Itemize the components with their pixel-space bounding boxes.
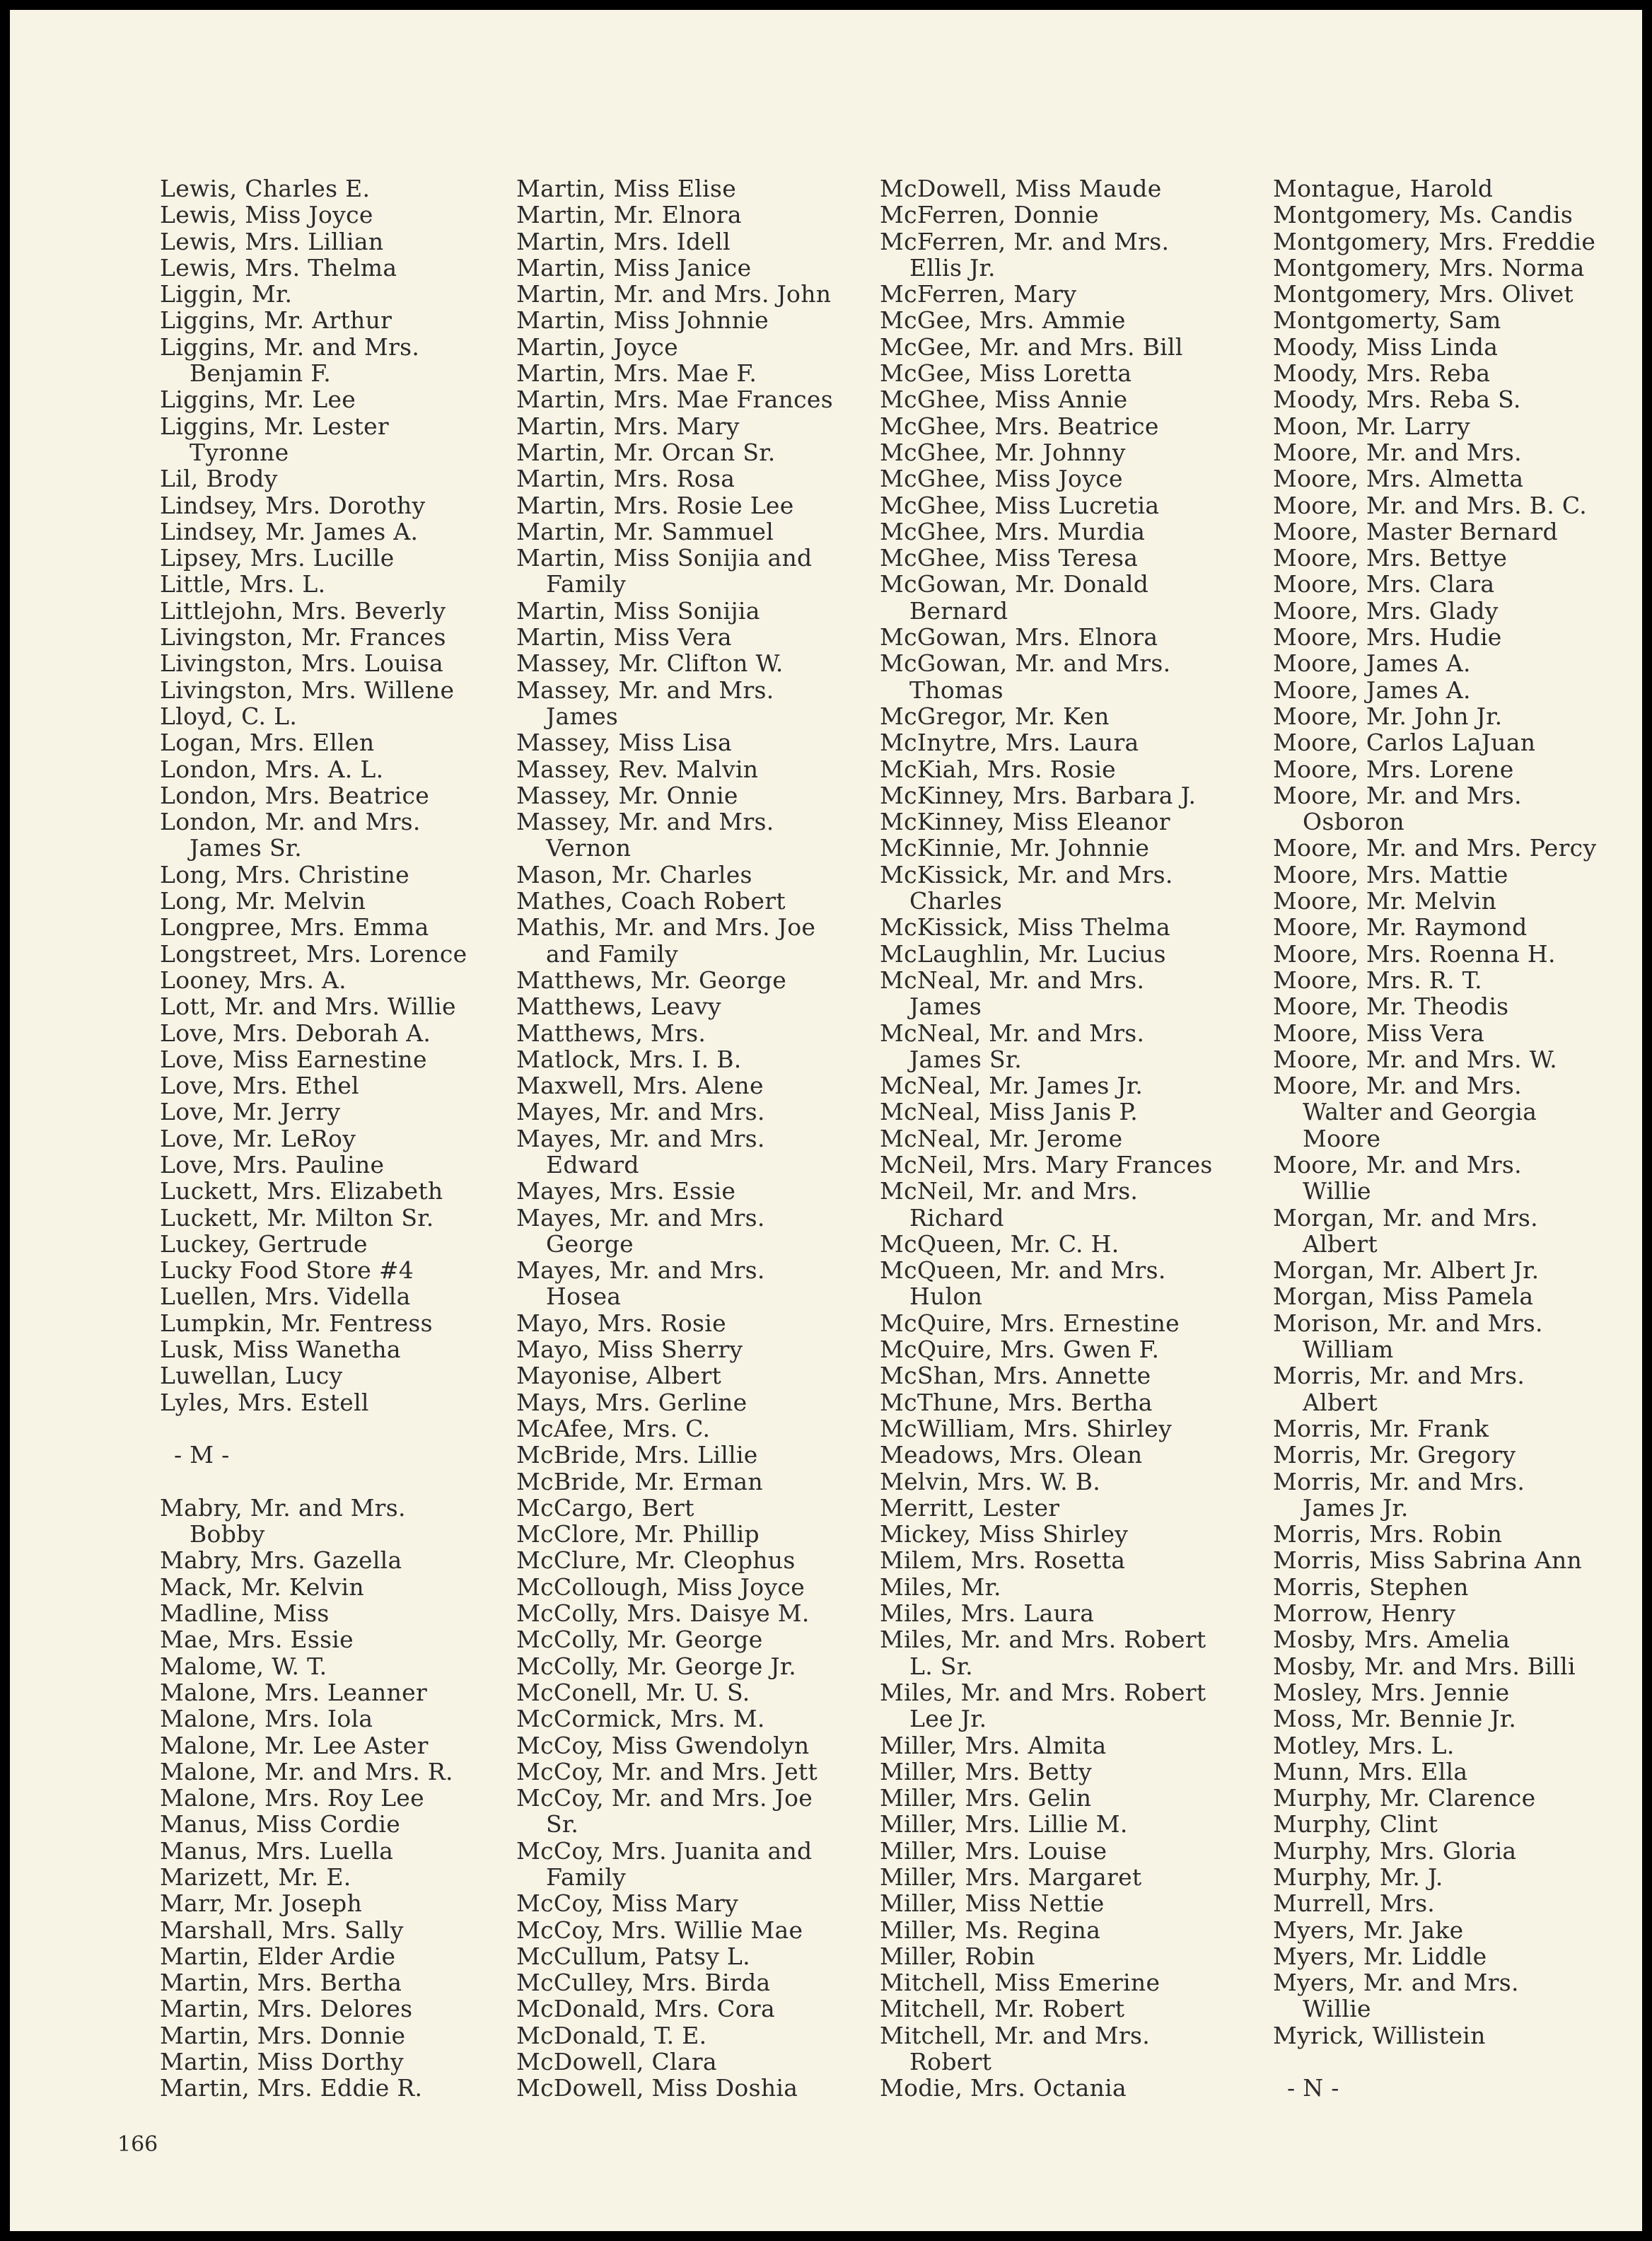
name-entry: McCoy, Mr. and Mrs. Jett	[516, 1757, 818, 1785]
name-entry: Morris, Mr. and Mrs.	[1273, 1467, 1525, 1495]
name-entry: Matthews, Mrs.	[516, 1019, 706, 1047]
name-entry: Morgan, Mr. and Mrs.	[1273, 1203, 1538, 1232]
name-entry-continuation: Willie	[1303, 1995, 1371, 2023]
section-heading: - N -	[1287, 2074, 1339, 2102]
page-number: 166	[117, 2132, 158, 2157]
name-entry: Miles, Mr. and Mrs. Robert	[880, 1626, 1206, 1654]
name-entry: Logan, Mrs. Ellen	[160, 729, 375, 757]
name-entry: Love, Mrs. Deborah A.	[160, 1019, 431, 1047]
name-entry: Little, Mrs. L.	[160, 570, 326, 598]
name-entry: Melvin, Mrs. W. B.	[880, 1467, 1101, 1495]
name-entry: London, Mr. and Mrs.	[160, 808, 421, 836]
name-entry: Lyles, Mrs. Estell	[160, 1388, 369, 1416]
name-entry-continuation: William	[1303, 1336, 1394, 1364]
name-entry: McCollough, Miss Joyce	[516, 1573, 805, 1601]
name-entry: McGowan, Mr. Donald	[880, 570, 1149, 598]
name-entry-continuation: Osboron	[1303, 808, 1404, 836]
name-entry: Liggins, Mr. Lee	[160, 386, 356, 414]
name-entry: Montgomery, Mrs. Freddie	[1273, 227, 1596, 255]
name-entry: Malome, W. T.	[160, 1652, 327, 1680]
name-entry: Luckett, Mrs. Elizabeth	[160, 1177, 443, 1205]
name-entry: Miller, Mrs. Almita	[880, 1731, 1107, 1759]
name-entry: McKinney, Mrs. Barbara J.	[880, 781, 1197, 809]
name-entry: Miller, Mrs. Louise	[880, 1836, 1107, 1865]
name-entry: Massey, Rev. Malvin	[516, 755, 759, 783]
name-entry: McKiah, Mrs. Rosie	[880, 755, 1116, 783]
name-entry: Liggins, Mr. Arthur	[160, 306, 392, 335]
name-entry: Malone, Mrs. Iola	[160, 1705, 373, 1733]
name-entry: McInytre, Mrs. Laura	[880, 729, 1139, 757]
name-entry-continuation: Bobby	[190, 1520, 265, 1548]
name-entry: Malone, Mr. Lee Aster	[160, 1731, 429, 1759]
name-entry: Lewis, Charles E.	[160, 175, 371, 202]
name-entry: Massey, Miss Lisa	[516, 729, 732, 757]
name-entry: Moore, Mrs. R. T.	[1273, 966, 1482, 994]
name-entry-continuation: Bernard	[909, 596, 1008, 625]
name-entry: Moore, Mr. and Mrs. Percy	[1273, 834, 1597, 862]
name-entry: McKinney, Miss Eleanor	[880, 808, 1170, 836]
name-entry-continuation: Tyronne	[190, 438, 289, 466]
name-entry: Myers, Mr. and Mrs.	[1273, 1969, 1519, 1997]
name-entry: McFerren, Mr. and Mrs.	[880, 227, 1170, 255]
name-entry: McGowan, Mrs. Elnora	[880, 623, 1158, 652]
name-entry: McFerren, Mary	[880, 280, 1077, 308]
name-entry-continuation: Thomas	[909, 676, 1004, 704]
name-entry: Moore, Mrs. Bettye	[1273, 544, 1508, 572]
name-entry: McNeal, Mr. and Mrs.	[880, 1019, 1145, 1047]
name-entry: McQueen, Mr. C. H.	[880, 1229, 1119, 1258]
name-entry: Martin, Mrs. Bertha	[160, 1969, 402, 1997]
name-entry: Massey, Mr. and Mrs.	[516, 808, 774, 836]
name-entry: Morris, Mr. and Mrs.	[1273, 1362, 1525, 1390]
name-entry: Martin, Mr. Sammuel	[516, 517, 774, 545]
name-entry: Moore, Mr. John Jr.	[1273, 702, 1503, 730]
name-entry: McGee, Miss Loretta	[880, 359, 1132, 388]
name-entry-continuation: L. Sr.	[909, 1652, 973, 1680]
name-entry: Miller, Mrs. Margaret	[880, 1863, 1142, 1891]
name-entry-continuation: Family	[546, 1863, 627, 1891]
name-entry: McCulley, Mrs. Birda	[516, 1969, 771, 1997]
name-entry: McNeal, Miss Janis P.	[880, 1098, 1139, 1126]
name-entry: Massey, Mr. Clifton W.	[516, 649, 784, 678]
name-entry: Montague, Harold	[1273, 175, 1494, 202]
name-entry: Love, Miss Earnestine	[160, 1045, 427, 1073]
name-entry: Lipsey, Mrs. Lucille	[160, 544, 395, 572]
name-entry: Lewis, Mrs. Lillian	[160, 227, 384, 255]
name-entry: Martin, Miss Vera	[516, 623, 732, 652]
name-entry: Mayes, Mr. and Mrs.	[516, 1203, 765, 1232]
name-entry: Mosby, Mr. and Mrs. Billi	[1273, 1652, 1576, 1680]
name-entry: McCargo, Bert	[516, 1493, 694, 1522]
name-entry: Lindsey, Mr. James A.	[160, 517, 419, 545]
name-entry: Moore, Miss Vera	[1273, 1019, 1485, 1047]
name-entry: Littlejohn, Mrs. Beverly	[160, 596, 446, 625]
name-entry-continuation: Vernon	[546, 834, 632, 862]
name-entry: Moore, Mr. Theodis	[1273, 992, 1509, 1021]
name-entry: Mays, Mrs. Gerline	[516, 1388, 748, 1416]
name-entry: Mayo, Miss Sherry	[516, 1336, 743, 1364]
name-entry: Long, Mr. Melvin	[160, 887, 366, 915]
name-entry: Moore, Mrs. Mattie	[1273, 860, 1508, 888]
name-entry: Myers, Mr. Liddle	[1273, 1942, 1487, 1970]
name-entry: McKinnie, Mr. Johnnie	[880, 834, 1150, 862]
name-entry: McGhee, Mrs. Murdia	[880, 517, 1146, 545]
name-entry: Mayes, Mr. and Mrs.	[516, 1256, 765, 1285]
name-entry: McAfee, Mrs. C.	[516, 1414, 711, 1442]
name-entry: McCoy, Miss Mary	[516, 1889, 739, 1918]
name-entry: Love, Mrs. Pauline	[160, 1150, 385, 1179]
name-entry: Mae, Mrs. Essie	[160, 1626, 354, 1654]
name-entry: Murphy, Mr. J.	[1273, 1863, 1443, 1891]
name-entry: McDonald, Mrs. Cora	[516, 1995, 775, 2023]
name-entry: McColly, Mrs. Daisye M.	[516, 1599, 810, 1628]
name-entry: Mabry, Mr. and Mrs.	[160, 1493, 406, 1522]
name-entry: Moore, Mr. and Mrs.	[1273, 1150, 1522, 1179]
name-entry: McCoy, Mrs. Juanita and	[516, 1836, 813, 1865]
name-entry-continuation: Hosea	[546, 1282, 622, 1311]
name-entry: McBride, Mrs. Lillie	[516, 1441, 758, 1469]
name-entry: McLaughlin, Mr. Lucius	[880, 939, 1166, 968]
name-entry: Martin, Mrs. Eddie R.	[160, 2074, 423, 2102]
name-entry: Lloyd, C. L.	[160, 702, 298, 730]
name-entry: Longpree, Mrs. Emma	[160, 913, 429, 942]
name-entry-continuation: Hulon	[909, 1282, 983, 1311]
name-entry-continuation: Walter and Georgia	[1303, 1098, 1537, 1126]
name-entry: Martin, Elder Ardie	[160, 1942, 396, 1970]
name-entry-continuation: Family	[546, 570, 627, 598]
name-entry: Lindsey, Mrs. Dorothy	[160, 491, 426, 519]
name-entry: Livingston, Mr. Frances	[160, 623, 446, 652]
name-entry: Martin, Miss Sonijia	[516, 596, 760, 625]
name-entry: Murphy, Clint	[1273, 1810, 1438, 1838]
name-entry: Miles, Mrs. Laura	[880, 1599, 1095, 1628]
name-entry: McDowell, Miss Doshia	[516, 2074, 798, 2102]
name-entry: Martin, Mrs. Rosie Lee	[516, 491, 794, 519]
name-entry: McGhee, Mr. Johnny	[880, 438, 1126, 466]
name-entry: Mitchell, Mr. Robert	[880, 1995, 1125, 2023]
spacer	[1273, 2049, 1596, 2075]
name-entry: Lott, Mr. and Mrs. Willie	[160, 992, 456, 1021]
name-entry: Mathes, Coach Robert	[516, 887, 786, 915]
name-entry: Luckey, Gertrude	[160, 1229, 368, 1258]
name-entry-continuation: George	[546, 1229, 634, 1258]
name-entry: Montgomerty, Sam	[1273, 306, 1501, 335]
name-entry: Liggins, Mr. Lester	[160, 412, 390, 440]
name-entry: Massey, Mr. and Mrs.	[516, 676, 774, 704]
name-entry: Moore, Mrs. Hudie	[1273, 623, 1502, 652]
name-entry: Matthews, Leavy	[516, 992, 721, 1021]
name-entry: Moon, Mr. Larry	[1273, 412, 1470, 440]
name-entry: Montgomery, Mrs. Olivet	[1273, 280, 1574, 308]
name-entry: Moore, Mr. and Mrs.	[1273, 438, 1522, 466]
name-entry-continuation: Edward	[546, 1150, 639, 1179]
name-entry: Marshall, Mrs. Sally	[160, 1916, 404, 1944]
name-entry: Manus, Mrs. Luella	[160, 1836, 394, 1865]
name-entry: Martin, Miss Dorthy	[160, 2048, 404, 2076]
name-entry: Motley, Mrs. L.	[1273, 1731, 1455, 1759]
name-entry: Moore, Mr. Raymond	[1273, 913, 1528, 942]
name-entry: Liggins, Mr. and Mrs.	[160, 332, 420, 361]
name-entry: Miller, Mrs. Lillie M.	[880, 1810, 1128, 1838]
name-entry-continuation: Moore	[1303, 1124, 1381, 1152]
name-entry: Martin, Miss Johnnie	[516, 306, 769, 335]
name-entry: Mack, Mr. Kelvin	[160, 1573, 364, 1601]
name-entry-continuation: Sr.	[546, 1810, 579, 1838]
name-entry: Martin, Mrs. Mary	[516, 412, 740, 440]
name-entry: McCoy, Mr. and Mrs. Joe	[516, 1784, 813, 1812]
name-entry: Miller, Mrs. Betty	[880, 1757, 1092, 1785]
name-entry: McWilliam, Mrs. Shirley	[880, 1414, 1173, 1442]
name-entry: McNeal, Mr. Jerome	[880, 1124, 1123, 1152]
name-entry: Martin, Mrs. Donnie	[160, 2021, 406, 2049]
name-entry: Looney, Mrs. A.	[160, 966, 347, 994]
name-entry: McShan, Mrs. Annette	[880, 1362, 1151, 1390]
name-entry: Moore, Carlos LaJuan	[1273, 729, 1536, 757]
name-entry: Morris, Mr. Frank	[1273, 1414, 1489, 1442]
name-entry: Lucky Food Store #4	[160, 1256, 414, 1285]
name-entry: Moore, Mr. and Mrs.	[1273, 1072, 1522, 1100]
name-entry: Moore, James A.	[1273, 649, 1471, 678]
name-entry: McBride, Mr. Erman	[516, 1467, 763, 1495]
name-entry: Martin, Mrs. Rosa	[516, 465, 735, 493]
name-entry: McColly, Mr. George Jr.	[516, 1652, 797, 1680]
name-entry: McKissick, Mr. and Mrs.	[880, 860, 1173, 888]
name-entry: Martin, Joyce	[516, 332, 678, 361]
name-entry: McThune, Mrs. Bertha	[880, 1388, 1153, 1416]
name-entry: Moore, Mrs. Clara	[1273, 570, 1495, 598]
name-entry: Mitchell, Miss Emerine	[880, 1969, 1161, 1997]
name-entry-continuation: Ellis Jr.	[909, 253, 996, 282]
name-entry-continuation: Robert	[909, 2048, 992, 2076]
name-entry-continuation: Albert	[1303, 1229, 1378, 1258]
name-entry: London, Mrs. A. L.	[160, 755, 384, 783]
name-entry: Murphy, Mrs. Gloria	[1273, 1836, 1517, 1865]
name-entry: McNeal, Mr. James Jr.	[880, 1072, 1144, 1100]
name-entry: McGregor, Mr. Ken	[880, 702, 1110, 730]
name-entry: Moore, Mr. and Mrs.	[1273, 781, 1522, 809]
name-entry: Moore, Mr. and Mrs. W.	[1273, 1045, 1557, 1073]
name-column-2	[516, 175, 833, 2102]
name-entry-continuation: and Family	[546, 939, 678, 968]
name-column-4	[1273, 175, 1596, 2102]
name-entry: McGee, Mr. and Mrs. Bill	[880, 332, 1183, 361]
name-entry: Love, Mr. Jerry	[160, 1098, 341, 1126]
name-entry: Malone, Mr. and Mrs. R.	[160, 1757, 453, 1785]
name-entry: Malone, Mrs. Leanner	[160, 1678, 428, 1706]
name-entry: Morison, Mr. and Mrs.	[1273, 1309, 1543, 1337]
name-entry-continuation: Albert	[1303, 1388, 1378, 1416]
name-entry: Lil, Brody	[160, 465, 278, 493]
section-heading: - M -	[174, 1441, 230, 1469]
name-entry-continuation: Lee Jr.	[909, 1705, 987, 1733]
name-entry: McClure, Mr. Cleophus	[516, 1546, 796, 1575]
name-entry: Martin, Mr. Orcan Sr.	[516, 438, 776, 466]
name-entry: Morgan, Miss Pamela	[1273, 1282, 1534, 1311]
name-entry: Lewis, Miss Joyce	[160, 201, 373, 229]
name-entry: Moore, Mr. and Mrs. B. C.	[1273, 491, 1588, 519]
name-entry: Martin, Mrs. Mae Frances	[516, 386, 833, 414]
name-entry: McQuire, Mrs. Ernestine	[880, 1309, 1180, 1337]
name-entry: Lumpkin, Mr. Fentress	[160, 1309, 433, 1337]
name-entry: Martin, Mrs. Delores	[160, 1995, 413, 2023]
name-entry: Moody, Mrs. Reba	[1273, 359, 1491, 388]
name-entry: McDowell, Miss Maude	[880, 175, 1162, 202]
name-entry: McQuire, Mrs. Gwen F.	[880, 1336, 1160, 1364]
name-entry: Moore, Mr. Melvin	[1273, 887, 1497, 915]
name-entry: Mosby, Mrs. Amelia	[1273, 1626, 1511, 1654]
name-entry: Mayes, Mrs. Essie	[516, 1177, 736, 1205]
name-entry: McCullum, Patsy L.	[516, 1942, 750, 1970]
name-entry: Moore, Mrs. Almetta	[1273, 465, 1524, 493]
name-entry-continuation: Benjamin F.	[190, 359, 332, 388]
name-entry: Lewis, Mrs. Thelma	[160, 253, 397, 282]
name-entry: McDonald, T. E.	[516, 2021, 707, 2049]
name-entry: Mason, Mr. Charles	[516, 860, 752, 888]
name-entry: McGhee, Mrs. Beatrice	[880, 412, 1159, 440]
name-entry: McGowan, Mr. and Mrs.	[880, 649, 1171, 678]
name-entry: McConell, Mr. U. S.	[516, 1678, 750, 1706]
name-entry-continuation: James	[546, 702, 619, 730]
name-entry: Montgomery, Ms. Candis	[1273, 201, 1574, 229]
name-entry: Luellen, Mrs. Vidella	[160, 1282, 411, 1311]
name-entry-continuation: Willie	[1303, 1177, 1371, 1205]
name-entry: Moore, Mrs. Roenna H.	[1273, 939, 1556, 968]
name-entry: McCoy, Miss Gwendolyn	[516, 1731, 810, 1759]
name-entry: Morris, Stephen	[1273, 1573, 1469, 1601]
name-entry: Moss, Mr. Bennie Jr.	[1273, 1705, 1517, 1733]
name-entry: Martin, Mrs. Mae F.	[516, 359, 757, 388]
name-entry: Massey, Mr. Onnie	[516, 781, 738, 809]
name-entry: Mayes, Mr. and Mrs.	[516, 1124, 765, 1152]
name-entry: Livingston, Mrs. Louisa	[160, 649, 443, 678]
name-entry: McCoy, Mrs. Willie Mae	[516, 1916, 803, 1944]
name-entry-continuation: Richard	[909, 1203, 1004, 1232]
name-entry: Liggin, Mr.	[160, 280, 293, 308]
name-entry-continuation: Charles	[909, 887, 1003, 915]
name-entry: Miller, Robin	[880, 1942, 1035, 1970]
name-entry: Mayo, Mrs. Rosie	[516, 1309, 726, 1337]
name-entry: Marr, Mr. Joseph	[160, 1889, 363, 1918]
name-entry: Marizett, Mr. E.	[160, 1863, 351, 1891]
name-entry: McFerren, Donnie	[880, 201, 1099, 229]
name-entry: Miller, Ms. Regina	[880, 1916, 1101, 1944]
name-entry: McDowell, Clara	[516, 2048, 717, 2076]
name-entry: Moody, Mrs. Reba S.	[1273, 386, 1521, 414]
name-entry: Morris, Miss Sabrina Ann	[1273, 1546, 1583, 1575]
name-entry: Love, Mr. LeRoy	[160, 1124, 356, 1152]
name-entry: Mayonise, Albert	[516, 1362, 722, 1390]
name-entry: Moore, Mrs. Lorene	[1273, 755, 1514, 783]
name-entry: McGee, Mrs. Ammie	[880, 306, 1126, 335]
name-entry: Miller, Mrs. Gelin	[880, 1784, 1092, 1812]
name-entry: Martin, Mrs. Idell	[516, 227, 731, 255]
name-entry: Love, Mrs. Ethel	[160, 1072, 359, 1100]
name-entry: Mayes, Mr. and Mrs.	[516, 1098, 765, 1126]
name-entry: Luwellan, Lucy	[160, 1362, 343, 1390]
name-entry: Miles, Mr. and Mrs. Robert	[880, 1678, 1206, 1706]
name-entry: Myers, Mr. Jake	[1273, 1916, 1464, 1944]
name-entry: Miller, Miss Nettie	[880, 1889, 1105, 1918]
name-entry-continuation: James Sr.	[909, 1045, 1023, 1073]
name-entry: Morris, Mr. Gregory	[1273, 1441, 1516, 1469]
name-entry: McGhee, Miss Lucretia	[880, 491, 1160, 519]
name-entry: Modie, Mrs. Octania	[880, 2074, 1127, 2102]
document-page	[10, 10, 1642, 2231]
name-entry: Martin, Miss Janice	[516, 253, 752, 282]
name-entry: Martin, Miss Sonijia and	[516, 544, 813, 572]
name-entry: Murrell, Mrs.	[1273, 1889, 1436, 1918]
name-entry: Miles, Mr.	[880, 1573, 1001, 1601]
name-entry: Madline, Miss	[160, 1599, 330, 1628]
name-entry-continuation: James Sr.	[190, 834, 303, 862]
name-entry-continuation: James Jr.	[1303, 1493, 1409, 1522]
name-entry: Long, Mrs. Christine	[160, 860, 409, 888]
name-entry: Munn, Mrs. Ella	[1273, 1757, 1468, 1785]
name-entry: Mosley, Mrs. Jennie	[1273, 1678, 1510, 1706]
name-entry: Livingston, Mrs. Willene	[160, 676, 455, 704]
name-entry: Moody, Miss Linda	[1273, 332, 1499, 361]
name-entry: Mabry, Mrs. Gazella	[160, 1546, 402, 1575]
spacer	[160, 1469, 467, 1495]
name-entry: McColly, Mr. George	[516, 1626, 763, 1654]
name-entry: Malone, Mrs. Roy Lee	[160, 1784, 424, 1812]
name-entry: Martin, Miss Elise	[516, 175, 737, 202]
name-entry: Murphy, Mr. Clarence	[1273, 1784, 1536, 1812]
name-column-3	[880, 175, 1213, 2102]
name-entry: Mathis, Mr. and Mrs. Joe	[516, 913, 816, 942]
name-entry: Longstreet, Mrs. Lorence	[160, 939, 467, 968]
name-entry: Mickey, Miss Shirley	[880, 1520, 1129, 1548]
name-entry: McClore, Mr. Phillip	[516, 1520, 760, 1548]
name-entry: McGhee, Miss Teresa	[880, 544, 1139, 572]
name-entry: Luckett, Mr. Milton Sr.	[160, 1203, 434, 1232]
name-entry: Lusk, Miss Wanetha	[160, 1336, 401, 1364]
name-entry: Milem, Mrs. Rosetta	[880, 1546, 1126, 1575]
name-entry: Maxwell, Mrs. Alene	[516, 1072, 764, 1100]
name-entry: Martin, Mr. Elnora	[516, 201, 742, 229]
spacer	[160, 1415, 467, 1442]
name-entry: Moore, Master Bernard	[1273, 517, 1558, 545]
name-entry: McQueen, Mr. and Mrs.	[880, 1256, 1166, 1285]
name-entry: Manus, Miss Cordie	[160, 1810, 401, 1838]
name-entry: McNeil, Mr. and Mrs.	[880, 1177, 1139, 1205]
name-entry: McKissick, Miss Thelma	[880, 913, 1170, 942]
name-entry: Matthews, Mr. George	[516, 966, 787, 994]
name-entry: Meadows, Mrs. Olean	[880, 1441, 1143, 1469]
name-entry: McNeal, Mr. and Mrs.	[880, 966, 1145, 994]
name-entry: Myrick, Willistein	[1273, 2021, 1486, 2049]
name-column-1	[160, 175, 467, 2102]
name-entry: Morrow, Henry	[1273, 1599, 1456, 1628]
name-entry: Montgomery, Mrs. Norma	[1273, 253, 1585, 282]
name-entry-continuation: James	[909, 992, 982, 1021]
name-entry: Morris, Mrs. Robin	[1273, 1520, 1503, 1548]
name-entry: Martin, Mr. and Mrs. John	[516, 280, 832, 308]
name-entry: McGhee, Miss Joyce	[880, 465, 1123, 493]
name-entry: Moore, Mrs. Glady	[1273, 596, 1499, 625]
name-entry: Matlock, Mrs. I. B.	[516, 1045, 742, 1073]
name-entry: Moore, James A.	[1273, 676, 1471, 704]
name-entry: McCormick, Mrs. M.	[516, 1705, 765, 1733]
name-entry: McNeil, Mrs. Mary Frances	[880, 1150, 1213, 1179]
name-entry: Merritt, Lester	[880, 1493, 1060, 1522]
name-entry: McGhee, Miss Annie	[880, 386, 1128, 414]
name-entry: London, Mrs. Beatrice	[160, 781, 430, 809]
name-entry: Mitchell, Mr. and Mrs.	[880, 2021, 1151, 2049]
name-entry: Morgan, Mr. Albert Jr.	[1273, 1256, 1540, 1285]
